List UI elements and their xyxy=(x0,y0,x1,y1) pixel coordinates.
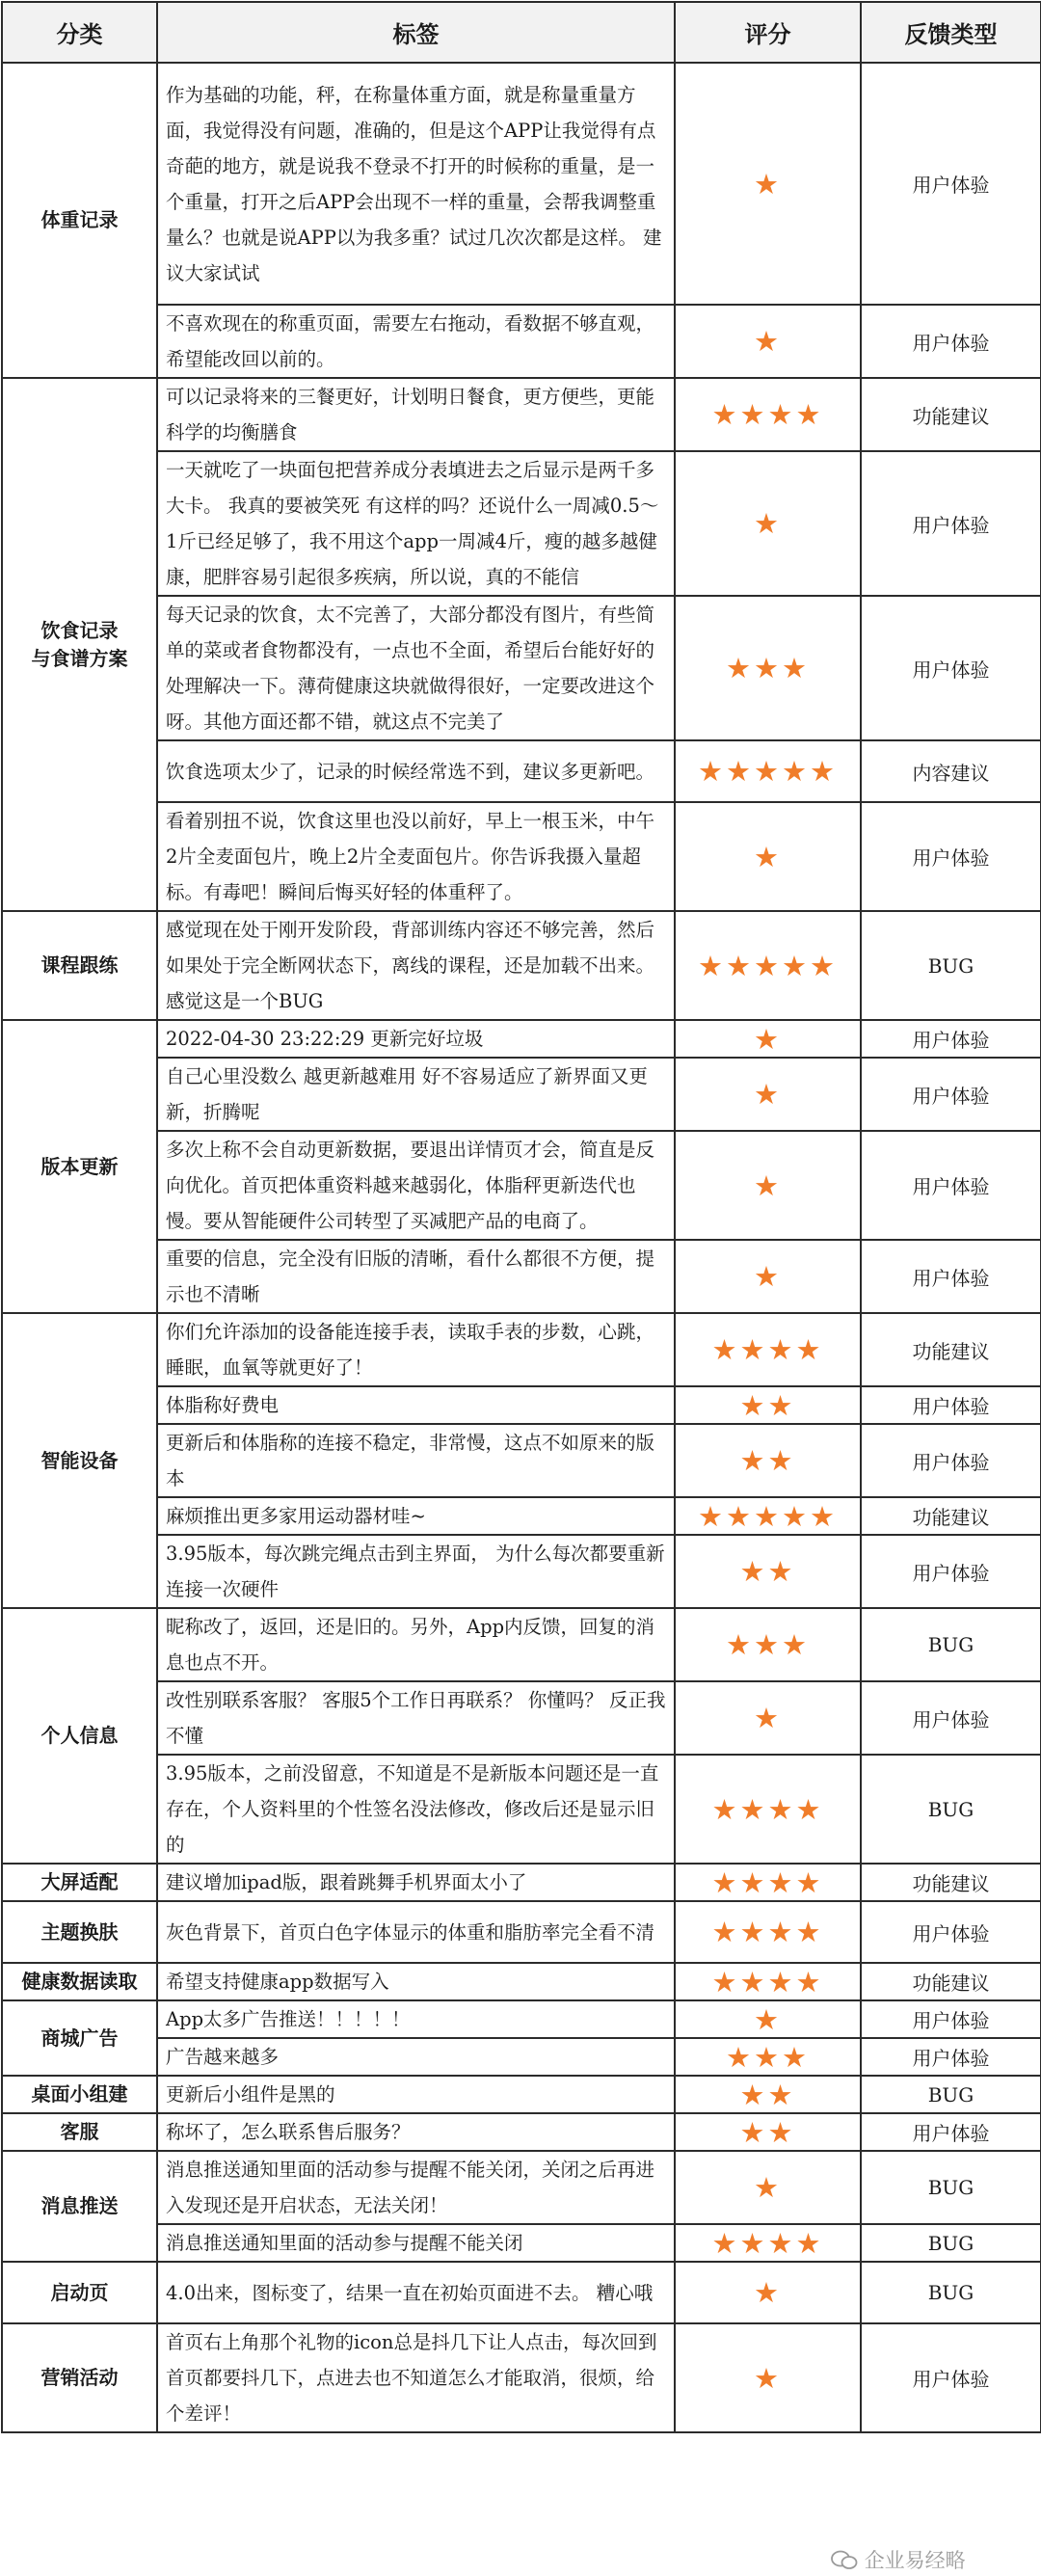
feedback-type: 用户体验 xyxy=(861,1901,1041,1963)
star-icon: ★ xyxy=(739,1965,768,1999)
table-row xyxy=(2,1755,1041,1864)
feedback-text: 称坏了，怎么联系售后服务？ xyxy=(157,2113,675,2151)
table-row xyxy=(2,1058,1041,1131)
feedback-type: 用户体验 xyxy=(861,1020,1041,1058)
feedback-text: 每天记录的饮食，太不完善了，大部分都没有图片，有些简单的菜或者食物都没有，一点也不全面，希望后台能好好的处理解决一下。薄荷健康这块就做得很好，一定要改进这个呀。其他方面还都不错，就这点不完美了 xyxy=(157,596,675,740)
star-rating xyxy=(675,911,861,1020)
star-icon: ★ xyxy=(711,1865,740,1899)
star-rating xyxy=(675,63,861,305)
star-rating xyxy=(675,378,861,451)
star-rating xyxy=(675,2113,861,2151)
feedback-type: 用户体验 xyxy=(861,2038,1041,2076)
star-icon: ★ xyxy=(795,1865,824,1899)
star-icon: ★ xyxy=(767,398,796,431)
header-score: 评分 xyxy=(675,2,861,63)
star-rating xyxy=(675,1424,861,1497)
star-icon: ★ xyxy=(782,949,810,982)
feedback-text: 2022-04-30 23:22:29 更新完好垃圾 xyxy=(157,1020,675,1058)
category-cell: 客服 xyxy=(2,2113,157,2151)
star-icon: ★ xyxy=(767,2078,796,2111)
star-icon: ★ xyxy=(754,2276,782,2309)
header-category: 分类 xyxy=(2,2,157,63)
feedback-type: 用户体验 xyxy=(861,2000,1041,2038)
star-icon: ★ xyxy=(711,2226,740,2260)
feedback-type: BUG xyxy=(861,911,1041,1020)
star-icon: ★ xyxy=(782,755,810,788)
star-icon: ★ xyxy=(739,1444,768,1477)
star-icon: ★ xyxy=(726,755,754,788)
category-cell: 桌面小组建 xyxy=(2,2076,157,2113)
table-row xyxy=(2,2000,1041,2038)
category-cell: 启动页 xyxy=(2,2262,157,2323)
table-row xyxy=(2,63,1041,305)
feedback-type: 用户体验 xyxy=(861,1058,1041,1131)
star-icon: ★ xyxy=(698,755,726,788)
feedback-text: 饮食选项太少了，记录的时候经常选不到，建议多更新吧。 xyxy=(157,740,675,802)
feedback-text: 首页右上角那个礼物的icon总是抖几下让人点击，每次回到首页都要抖几下，点进去也不知道怎么才能取消，很烦，给个差评！ xyxy=(157,2323,675,2432)
watermark-text: 企业易经略 xyxy=(864,2549,966,2572)
table-row xyxy=(2,802,1041,911)
category-cell: 消息推送 xyxy=(2,2151,157,2262)
table-row xyxy=(2,1424,1041,1497)
star-icon: ★ xyxy=(810,949,838,982)
star-icon: ★ xyxy=(767,1792,796,1826)
feedback-type: BUG xyxy=(861,2262,1041,2323)
star-icon: ★ xyxy=(767,1865,796,1899)
star-icon: ★ xyxy=(726,652,754,684)
table-row xyxy=(2,2076,1041,2113)
star-icon: ★ xyxy=(739,2115,768,2149)
star-icon: ★ xyxy=(754,325,782,358)
star-rating xyxy=(675,1901,861,1963)
feedback-type: BUG xyxy=(861,1755,1041,1864)
feedback-text: 作为基础的功能，秤，在称量体重方面，就是称量重量方面，我觉得没有问题，准确的，但是这个APP让我觉得有点奇葩的地方，就是说我不登录不打开的时候称的重量，是一个重量，打开之后APP会出现不一样的重量，会帮我调整重量么？也就是说APP以为我多重？试过几次次都是这样。 建议大家试试 xyxy=(157,63,675,305)
feedback-text: 3.95版本，之前没留意，不知道是不是新版本问题还是一直存在，个人资料里的个性签名没法修改，修改后还是显示旧的 xyxy=(157,1755,675,1864)
table-row xyxy=(2,2323,1041,2432)
feedback-type: 用户体验 xyxy=(861,2323,1041,2432)
star-icon: ★ xyxy=(754,2002,782,2036)
star-rating xyxy=(675,1497,861,1535)
star-rating xyxy=(675,2038,861,2076)
feedback-text: 改性别联系客服？ 客服5个工作日再联系？ 你懂吗？ 反正我不懂 xyxy=(157,1681,675,1755)
star-rating xyxy=(675,1386,861,1424)
star-icon: ★ xyxy=(726,949,754,982)
star-icon: ★ xyxy=(767,1916,796,1948)
category-cell: 大屏适配 xyxy=(2,1864,157,1901)
feedback-text: 体脂称好费电 xyxy=(157,1386,675,1424)
category-cell: 个人信息 xyxy=(2,1608,157,1864)
table-row xyxy=(2,2151,1041,2224)
category-cell: 智能设备 xyxy=(2,1313,157,1608)
star-rating xyxy=(675,802,861,911)
star-rating xyxy=(675,451,861,596)
feedback-text: 昵称改了，返回，还是旧的。另外，App内反馈，回复的消息也点不开。 xyxy=(157,1608,675,1681)
star-icon: ★ xyxy=(754,1168,782,1202)
feedback-type: BUG xyxy=(861,2076,1041,2113)
table-row xyxy=(2,1608,1041,1681)
star-rating xyxy=(675,1963,861,2000)
star-icon: ★ xyxy=(698,1499,726,1533)
feedback-text: 4.0出来，图标变了，结果一直在初始页面进不去。 糟心哦 xyxy=(157,2262,675,2323)
table-row xyxy=(2,451,1041,596)
table-row xyxy=(2,1535,1041,1608)
star-icon: ★ xyxy=(795,1333,824,1366)
star-icon: ★ xyxy=(795,398,824,431)
star-rating xyxy=(675,2076,861,2113)
feedback-type: 用户体验 xyxy=(861,596,1041,740)
feedback-table xyxy=(1,1,1041,2433)
feedback-type: 用户体验 xyxy=(861,1535,1041,1608)
star-icon: ★ xyxy=(754,2171,782,2204)
category-cell: 健康数据读取 xyxy=(2,1963,157,2000)
star-icon: ★ xyxy=(782,1628,810,1661)
feedback-text: 感觉现在处于刚开发阶段，背部训练内容还不够完善，然后如果处于完全断网状态下，离线的课程，还是加载不出来。感觉这是一个BUG xyxy=(157,911,675,1020)
star-icon: ★ xyxy=(754,1078,782,1111)
feedback-text: App太多广告推送！！！！！ xyxy=(157,2000,675,2038)
feedback-text: 一天就吃了一块面包把营养成分表填进去之后显示是两千多大卡。 我真的要被笑死 有这样的吗？还说什么一周减0.5～1斤已经足够了，我不用这个app一周减4斤，瘦的越多越健康，肥胖容易引起很多疾病，所以说，真的不能信 xyxy=(157,451,675,596)
star-icon: ★ xyxy=(726,2040,754,2074)
feedback-type: 用户体验 xyxy=(861,451,1041,596)
star-icon: ★ xyxy=(739,1865,768,1899)
table-row xyxy=(2,1681,1041,1755)
star-icon: ★ xyxy=(754,507,782,540)
star-icon: ★ xyxy=(754,167,782,201)
wechat-icon xyxy=(831,2550,858,2571)
category-cell: 版本更新 xyxy=(2,1020,157,1313)
feedback-text: 灰色背景下，首页白色字体显示的体重和脂肪率完全看不清 xyxy=(157,1901,675,1963)
header-row xyxy=(2,2,1041,63)
table-row xyxy=(2,1313,1041,1386)
star-rating xyxy=(675,1240,861,1313)
star-icon: ★ xyxy=(726,1499,754,1533)
category-cell: 课程跟练 xyxy=(2,911,157,1020)
feedback-text: 可以记录将来的三餐更好，计划明日餐食，更方便些，更能科学的均衡膳食 xyxy=(157,378,675,451)
star-icon: ★ xyxy=(754,1702,782,1734)
feedback-text: 重要的信息，完全没有旧版的清晰，看什么都很不方便，提示也不清晰 xyxy=(157,1240,675,1313)
star-rating xyxy=(675,2000,861,2038)
feedback-type: 用户体验 xyxy=(861,63,1041,305)
star-icon: ★ xyxy=(739,1792,768,1826)
category-cell: 营销活动 xyxy=(2,2323,157,2432)
feedback-type: 用户体验 xyxy=(861,2113,1041,2151)
table-row xyxy=(2,1020,1041,1058)
star-icon: ★ xyxy=(782,1499,810,1533)
star-icon: ★ xyxy=(711,1965,740,1999)
star-icon: ★ xyxy=(726,1628,754,1661)
star-rating xyxy=(675,596,861,740)
table-row xyxy=(2,1864,1041,1901)
feedback-type: 用户体验 xyxy=(861,305,1041,378)
star-rating xyxy=(675,1755,861,1864)
feedback-type: 功能建议 xyxy=(861,1497,1041,1535)
feedback-type: BUG xyxy=(861,2224,1041,2262)
star-icon: ★ xyxy=(754,1022,782,1056)
feedback-text: 消息推送通知里面的活动参与提醒不能关闭 xyxy=(157,2224,675,2262)
table-row xyxy=(2,1901,1041,1963)
category-cell: 体重记录 xyxy=(2,63,157,378)
feedback-type: BUG xyxy=(861,2151,1041,2224)
star-icon: ★ xyxy=(739,1333,768,1366)
feedback-type: BUG xyxy=(861,1608,1041,1681)
star-icon: ★ xyxy=(795,1792,824,1826)
feedback-text: 消息推送通知里面的活动参与提醒不能关闭，关闭之后再进入发现还是开启状态，无法关闭！ xyxy=(157,2151,675,2224)
category-cell: 饮食记录 与食谱方案 xyxy=(2,378,157,911)
star-icon: ★ xyxy=(754,2040,782,2074)
feedback-type: 用户体验 xyxy=(861,802,1041,911)
star-icon: ★ xyxy=(754,2361,782,2395)
feedback-text: 你们允许添加的设备能连接手表，读取手表的步数，心跳，睡眠，血氧等就更好了！ xyxy=(157,1313,675,1386)
star-icon: ★ xyxy=(711,1792,740,1826)
header-type: 反馈类型 xyxy=(861,2,1041,63)
star-icon: ★ xyxy=(767,1965,796,1999)
feedback-type: 功能建议 xyxy=(861,378,1041,451)
star-rating xyxy=(675,1535,861,1608)
star-icon: ★ xyxy=(767,2115,796,2149)
star-icon: ★ xyxy=(698,949,726,982)
star-icon: ★ xyxy=(754,755,782,788)
star-icon: ★ xyxy=(739,2226,768,2260)
star-icon: ★ xyxy=(754,1499,782,1533)
table-row xyxy=(2,911,1041,1020)
feedback-text: 自己心里没数么 越更新越难用 好不容易适应了新界面又更新，折腾呢 xyxy=(157,1058,675,1131)
star-icon: ★ xyxy=(767,1333,796,1366)
star-icon: ★ xyxy=(767,1555,796,1588)
table-row xyxy=(2,1240,1041,1313)
table-row xyxy=(2,1131,1041,1240)
star-icon: ★ xyxy=(711,398,740,431)
table-row xyxy=(2,378,1041,451)
feedback-type: 用户体验 xyxy=(861,1131,1041,1240)
table-row xyxy=(2,2038,1041,2076)
star-rating xyxy=(675,1313,861,1386)
feedback-text: 看着别扭不说，饮食这里也没以前好，早上一根玉米，中午2片全麦面包片，晚上2片全麦面包片。你告诉我摄入量超标。有毒吧！瞬间后悔买好轻的体重秤了。 xyxy=(157,802,675,911)
star-rating xyxy=(675,2224,861,2262)
star-rating xyxy=(675,1864,861,1901)
table-row xyxy=(2,1497,1041,1535)
star-icon: ★ xyxy=(810,755,838,788)
star-icon: ★ xyxy=(739,1916,768,1948)
star-icon: ★ xyxy=(767,1388,796,1422)
feedback-text: 麻烦推出更多家用运动器材哇~ xyxy=(157,1497,675,1535)
feedback-text: 广告越来越多 xyxy=(157,2038,675,2076)
star-icon: ★ xyxy=(754,840,782,873)
star-icon: ★ xyxy=(810,1499,838,1533)
star-icon: ★ xyxy=(782,2040,810,2074)
star-rating xyxy=(675,1058,861,1131)
table-row xyxy=(2,1386,1041,1424)
feedback-type: 内容建议 xyxy=(861,740,1041,802)
feedback-text: 更新后和体脂称的连接不稳定，非常慢，这点不如原来的版本 xyxy=(157,1424,675,1497)
star-icon: ★ xyxy=(711,1333,740,1366)
table-row xyxy=(2,740,1041,802)
feedback-text: 3.95版本，每次跳完绳点击到主界面， 为什么每次都要重新连接一次硬件 xyxy=(157,1535,675,1608)
table-row xyxy=(2,2262,1041,2323)
feedback-text: 多次上称不会自动更新数据，要退出详情页才会，简直是反向优化。首页把体重资料越来越弱化，体脂秤更新迭代也慢。要从智能硬件公司转型了买减肥产品的电商了。 xyxy=(157,1131,675,1240)
star-icon: ★ xyxy=(754,1628,782,1661)
star-rating xyxy=(675,2323,861,2432)
star-icon: ★ xyxy=(795,1965,824,1999)
star-rating xyxy=(675,1131,861,1240)
star-rating xyxy=(675,305,861,378)
star-icon: ★ xyxy=(754,1260,782,1293)
star-icon: ★ xyxy=(795,1916,824,1948)
feedback-text: 希望支持健康app数据写入 xyxy=(157,1963,675,2000)
star-icon: ★ xyxy=(711,1916,740,1948)
star-icon: ★ xyxy=(754,949,782,982)
feedback-type: 用户体验 xyxy=(861,1386,1041,1424)
feedback-type: 功能建议 xyxy=(861,1864,1041,1901)
feedback-text: 不喜欢现在的称重页面，需要左右拖动，看数据不够直观，希望能改回以前的。 xyxy=(157,305,675,378)
feedback-text: 更新后小组件是黑的 xyxy=(157,2076,675,2113)
star-icon: ★ xyxy=(795,2226,824,2260)
table-row xyxy=(2,305,1041,378)
star-icon: ★ xyxy=(739,398,768,431)
star-icon: ★ xyxy=(767,1444,796,1477)
feedback-text: 建议增加ipad版，跟着跳舞手机界面太小了 xyxy=(157,1864,675,1901)
star-rating xyxy=(675,2262,861,2323)
header-tag: 标签 xyxy=(157,2,675,63)
star-rating xyxy=(675,1681,861,1755)
feedback-type: 用户体验 xyxy=(861,1681,1041,1755)
star-icon: ★ xyxy=(739,1388,768,1422)
table-row xyxy=(2,596,1041,740)
feedback-type: 功能建议 xyxy=(861,1963,1041,2000)
category-cell: 商城广告 xyxy=(2,2000,157,2076)
star-rating xyxy=(675,2151,861,2224)
star-icon: ★ xyxy=(754,652,782,684)
table-row xyxy=(2,2224,1041,2262)
star-rating xyxy=(675,740,861,802)
star-icon: ★ xyxy=(767,2226,796,2260)
star-rating xyxy=(675,1020,861,1058)
table-row xyxy=(2,2113,1041,2151)
star-icon: ★ xyxy=(739,2078,768,2111)
feedback-type: 用户体验 xyxy=(861,1240,1041,1313)
feedback-type: 功能建议 xyxy=(861,1313,1041,1386)
table-row xyxy=(2,1963,1041,2000)
feedback-type: 用户体验 xyxy=(861,1424,1041,1497)
category-cell: 主题换肤 xyxy=(2,1901,157,1963)
star-rating xyxy=(675,1608,861,1681)
star-icon: ★ xyxy=(782,652,810,684)
watermark xyxy=(831,2545,966,2574)
star-icon: ★ xyxy=(739,1555,768,1588)
